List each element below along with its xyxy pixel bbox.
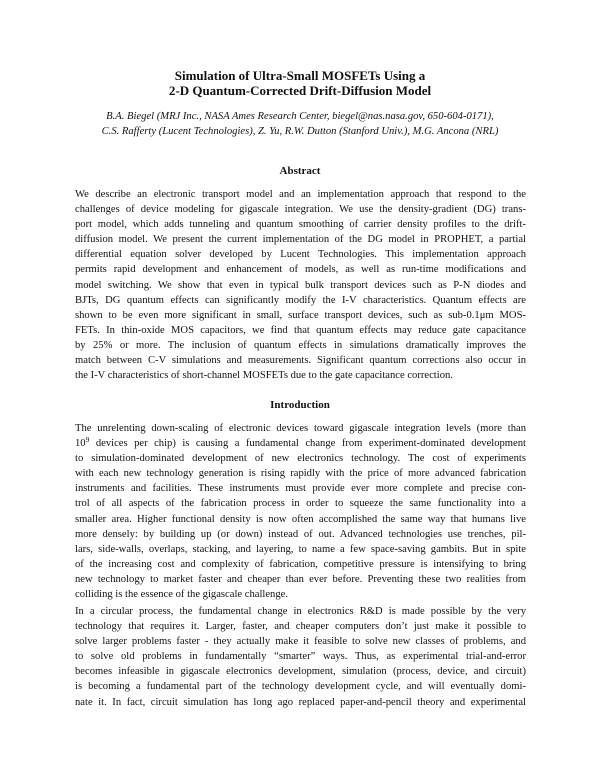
abstract-line: by 25% or more. The inclusion of quantum effects in simulations dramatically improves the bbox=[75, 339, 526, 351]
title-line: 2-D Quantum-Corrected Drift-Diffusion Model bbox=[168, 83, 432, 98]
author-line: C.S. Rafferty (Lucent Technologies), Z. Yu, R.W. Dutton (Stanford Univ.), M.G. Ancona (NRL) bbox=[101, 126, 499, 137]
intro-line: trol of all aspects of the fabrication process in order to squeeze the same functionality into a bbox=[75, 498, 526, 510]
abstract-line: the I-V characteristics of short-channel MOSFETs due to the gate capacitance correction. bbox=[75, 370, 453, 382]
intro-line: more densely: by building up (or down) instead of out. Advanced technologies use trenches, pil- bbox=[75, 528, 526, 540]
intro-line: lars, side-walls, overlaps, stacking, and layering, to name a few space-saving gambits. But in spite bbox=[75, 543, 526, 555]
intro-line-with-exponent bbox=[75, 436, 526, 451]
abstract-line: FETs. In thin-oxide MOS capacitors, we find that quantum effects may reduce gate capacitance bbox=[75, 324, 526, 336]
title-line: Simulation of Ultra-Small MOSFETs Using a bbox=[174, 68, 426, 83]
intro-line: new technology to market faster and cheaper than ever before. Preventing these two realities from bbox=[75, 573, 526, 585]
intro-line: becomes infeasible in gigascale electronics development, simulation (process, device, and circuit) bbox=[75, 666, 526, 678]
abstract-line: shown to be even more significant in small, surface transport devices, such as sub-0.1μm MOS- bbox=[75, 309, 526, 321]
intro-line: In a circular process, the fundamental change in electronics R&D is made possible by the very bbox=[75, 606, 526, 617]
intro-line: solve larger problems faster - they actually make it feasible to solve new classes of problems, and bbox=[75, 636, 526, 648]
abstract-line: model switching. We show that even in typical bulk transport devices such as P-N diodes and bbox=[75, 279, 526, 291]
intro-line: smaller area. Higher functional density is now often accomplished the same way that humans live bbox=[75, 513, 526, 525]
intro-line-rest: devices per chip) is causing a fundamental change from experiment-dominated development bbox=[89, 438, 526, 450]
abstract-line: challenges of device modeling for gigascale integration. We use the density-gradient (DG) trans- bbox=[75, 204, 526, 216]
abstract-line: match between C-V simulations and measurements. Significant quantum corrections also occur in bbox=[75, 355, 526, 367]
intro-line: to solve old problems in fundamentally “smarter” ways. Thus, as experimental trial-and-error bbox=[75, 651, 526, 663]
introduction-heading: Introduction bbox=[270, 399, 330, 411]
intro-line: of the increasing cost and complexity of fabrication, competitive pressure is intensifying to bring bbox=[75, 558, 526, 570]
abstract-body bbox=[75, 187, 526, 383]
introduction-paragraph-1 bbox=[75, 421, 526, 602]
abstract-line: port model, which adds tunneling and quantum smoothing of carrier density profiles to the drift- bbox=[75, 219, 526, 231]
intro-line: instruments and facilities. These instruments must provide ever more complete and precise con- bbox=[75, 483, 526, 495]
abstract-line: diffusion model. We present the current implementation of the DG model in PROPHET, a partial bbox=[75, 234, 526, 246]
intro-line: colliding is the essence of the gigascale challenge. bbox=[75, 589, 288, 601]
paper-title bbox=[60, 68, 540, 98]
intro-line: with each new technology generation is rising rapidly with the price of more advanced fabrication bbox=[75, 468, 526, 480]
author-line: B.A. Biegel (MRJ Inc., NASA Ames Research Center, biegel@nas.nasa.gov, 650-604-0171), bbox=[106, 111, 494, 122]
intro-line: technology that requires it. Larger, faster, and cheaper computers don’t just make it possible to bbox=[75, 621, 526, 633]
intro-line: The unrelenting down-scaling of electronic devices toward gigascale integration levels (more than bbox=[75, 423, 526, 434]
abstract-line: BJTs, DG quantum effects can significantly modify the I-V characteristics. Quantum effects are bbox=[75, 294, 526, 306]
intro-line: to simulation-dominated development of new electronics technology. The cost of experiments bbox=[75, 453, 526, 465]
abstract-line: permits rapid development and enhancement of models, as well as run-time modifications and bbox=[75, 264, 526, 276]
introduction-paragraph-2 bbox=[75, 604, 526, 710]
abstract-line: We describe an electronic transport model and an implementation approach that respond to the bbox=[75, 189, 526, 200]
intro-line: is becoming a fundamental part of the technology development cycle, and will eventually domi- bbox=[75, 681, 526, 693]
intro-line: nate it. In fact, circuit simulation has long ago replaced paper-and-pencil theory and experimental bbox=[75, 696, 526, 708]
abstract-heading: Abstract bbox=[279, 165, 321, 177]
abstract-line: differential equation solver developed by Lucent Technologies. This implementation approach bbox=[75, 249, 526, 261]
author-list bbox=[40, 109, 560, 139]
exponent: 9 bbox=[85, 435, 90, 445]
exponent-base: 10 bbox=[75, 438, 86, 450]
